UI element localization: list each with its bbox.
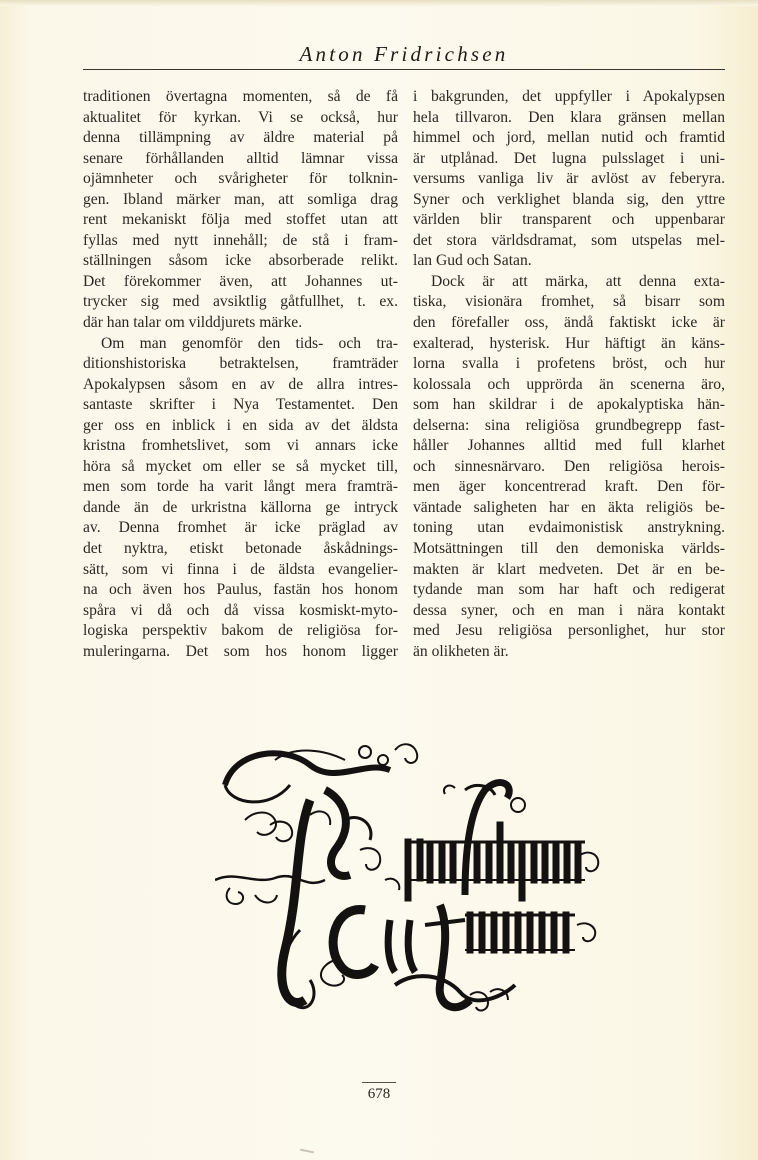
text-line: traditionen övertagna momenten, så de få xyxy=(83,88,398,105)
text-line: det stora världsdramat, som utspelas mel- xyxy=(413,231,725,249)
text-line: av. Denna fromhet är icke präglad av xyxy=(83,519,398,537)
text-line: santaste skrifter i Nya Testamentet. Den xyxy=(83,396,398,414)
text-line: makten är klart medveten. Det är en be- xyxy=(413,560,725,578)
text-line: sätt, som vi finna i de äldsta evangelier- xyxy=(83,560,398,578)
text-line: höra så mycket om eller se så mycket till, xyxy=(83,457,398,475)
text-line: som han skildrar i de apokalyptiska hän- xyxy=(413,396,725,414)
text-line: än olikheten är. xyxy=(413,642,509,660)
text-line: men äger koncentrerad kraft. Den för- xyxy=(413,478,725,496)
scan-artifact xyxy=(300,1149,314,1154)
text-line: spåra vi då och då vissa kosmiskt-myto- xyxy=(83,601,398,619)
text-line: kristna fromhetslivet, som vi annars icke xyxy=(83,437,398,455)
text-line: lan Gud och Satan. xyxy=(413,252,532,270)
text-line: muleringarna. Det som hos honom ligger xyxy=(83,642,398,660)
text-line: i bakgrunden, det uppfyller i Apokalypsen xyxy=(413,88,725,105)
paragraph-start-line: Dock är att märka, att denna exta- xyxy=(431,272,725,290)
text-line: väntade saligheten har en äkta religiös be- xyxy=(413,498,725,516)
text-line: Syner och verklighet blanda sig, den yttre xyxy=(413,190,725,208)
text-line: det nyktra, etiskt betonade åskådnings- xyxy=(83,540,398,558)
text-line: gen. Ibland märker man, att somliga drag xyxy=(83,190,398,208)
text-line: trycker sig med avsiktlig gåtfullhet, t. ex. xyxy=(83,293,398,311)
text-line: och sinnesnärvaro. Den religiösa herois- xyxy=(413,457,725,475)
text-line: där han talar om vilddjurets märke. xyxy=(83,314,303,332)
calligraphic-title-ornament-icon xyxy=(215,730,605,1025)
page-top-edge xyxy=(0,0,758,6)
paragraph-start-line: Om man genomför den tids- och tra- xyxy=(101,334,398,352)
text-line: med Jesu religiösa personlighet, hur stor xyxy=(413,622,725,640)
text-line: Motsättningen till den demoniska världs- xyxy=(413,540,725,558)
page-number: 678 xyxy=(362,1082,396,1103)
running-head: Anton Fridrichsen xyxy=(299,42,509,66)
text-line: senare förhållanden alltid lämnar vissa xyxy=(83,149,398,167)
text-line: hela tillvaron. Den klara gränsen mellan xyxy=(413,108,725,126)
text-line: tiska, visionära fromhet, så bisarr som xyxy=(413,293,725,311)
text-line: dessa syner, och en man i nära kontakt xyxy=(413,601,725,619)
right-column xyxy=(413,87,725,662)
text-line: men som torde ha varit långt mera framträ- xyxy=(83,478,398,496)
text-line: delserna: sina religiösa grundbegrepp fast- xyxy=(413,416,725,434)
text-line: håller Johannes alltid med full klarhet xyxy=(413,437,725,455)
text-line: logiska perspektiv bakom de religiösa for- xyxy=(83,622,398,640)
text-line: Det förekommer även, att Johannes ut- xyxy=(83,272,398,290)
text-line: toning utan evdaimonistisk anstrykning. xyxy=(413,519,725,537)
text-line: aktualitet för kyrkan. Vi se också, hur xyxy=(83,108,398,126)
text-line: versums vanliga liv är avlöst av feberyra. xyxy=(413,170,725,188)
text-line: Apokalypsen såsom en av de allra intres- xyxy=(83,375,398,393)
text-line: den förefaller oss, ändå faktiskt icke är xyxy=(413,314,725,332)
text-line: tydande man som har haft och redigerat xyxy=(413,581,725,599)
text-line: ställningen såsom icke absorberade relikt. xyxy=(83,252,398,270)
text-line: na och även hos Paulus, fastän hos honom xyxy=(83,581,398,599)
text-line: är utplånad. Det lugna pulsslaget i uni- xyxy=(413,149,725,167)
text-line: lorna svalla i profetens bröst, och hur xyxy=(413,355,725,373)
text-line: dande än de urkristna källorna ge intryck xyxy=(83,498,398,516)
text-line: ditionshistoriska betraktelsen, framträder xyxy=(83,355,398,373)
text-line: rent mekaniskt följa med stoffet utan att xyxy=(83,211,398,229)
header-rule xyxy=(83,69,725,70)
left-column xyxy=(83,87,398,662)
text-line: himmel och jord, mellan nutid och framtid xyxy=(413,129,725,147)
text-line: ojämnheter och svårigheter för tolknin- xyxy=(83,170,398,188)
text-line: världen blir transparent och uppenbarar xyxy=(413,211,725,229)
text-line: denna tillämpning av äldre material på xyxy=(83,129,398,147)
text-line: fyllas med nytt innehåll; de stå i fram- xyxy=(83,231,398,249)
text-line: kolossala och upprörda än scenerna äro, xyxy=(413,375,725,393)
text-line: exalterad, hysterisk. Hur häftigt än käns- xyxy=(413,334,725,352)
text-line: ger oss en inblick i en sida av det äldsta xyxy=(83,416,398,434)
